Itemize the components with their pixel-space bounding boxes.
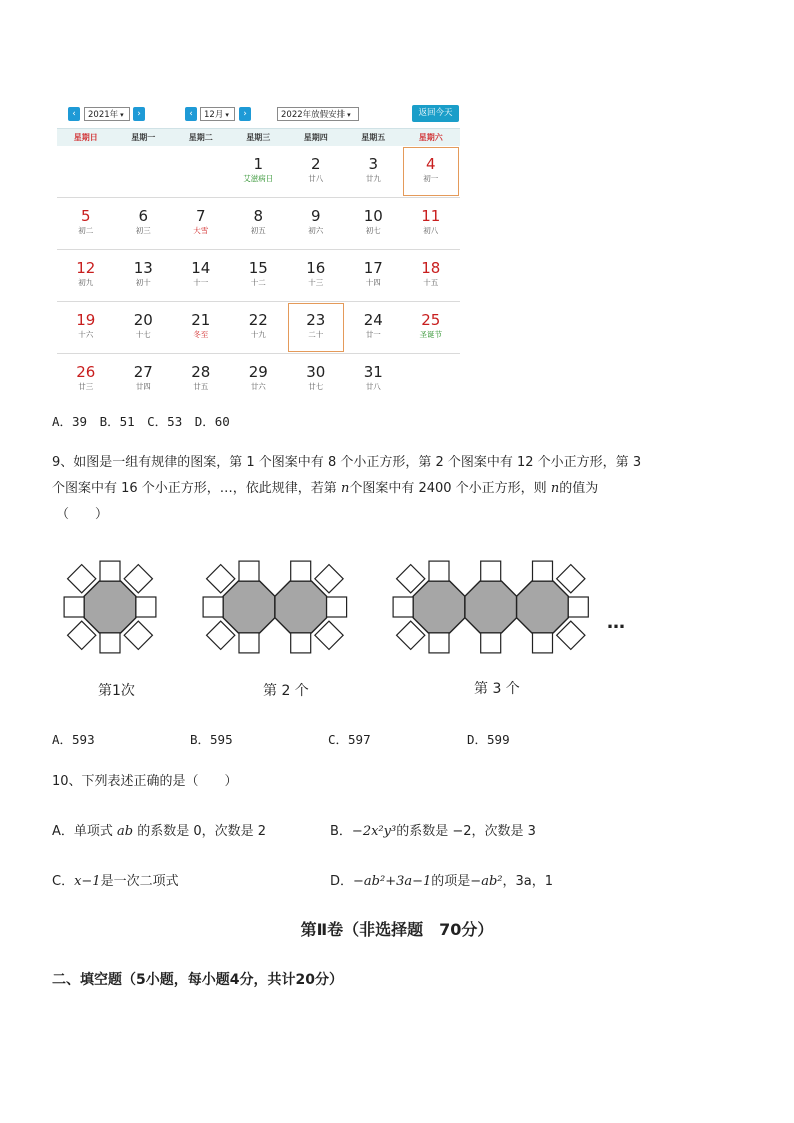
lunar-label: 廿七 — [308, 382, 324, 391]
q9-line2-b: 个图案中有 2400 个小正方形，则 — [349, 481, 551, 496]
holiday-select[interactable] — [277, 107, 359, 121]
lunar-label: 廿五 — [193, 382, 209, 391]
lunar-label: 廿八 — [365, 382, 381, 391]
month-select[interactable] — [200, 107, 235, 121]
day-number: 21 — [191, 311, 211, 329]
day-cell[interactable] — [230, 198, 288, 250]
small-square — [429, 561, 449, 581]
day-cell[interactable] — [402, 198, 460, 250]
ellipsis: … — [607, 612, 625, 633]
lunar-label: 十七 — [135, 330, 151, 339]
day-number: 8 — [253, 207, 264, 225]
small-square — [568, 597, 588, 617]
small-square — [100, 633, 120, 653]
day-number: 15 — [248, 259, 268, 277]
day-number: 28 — [191, 363, 211, 381]
weekday-label: 星期三 — [246, 133, 271, 142]
q10-option-a-pre: A．单项式 — [52, 824, 118, 839]
day-cell[interactable] — [345, 146, 403, 198]
small-square — [533, 633, 553, 653]
q10-option-c-post: 是一次二项式 — [100, 874, 179, 889]
small-square — [533, 561, 553, 581]
today-button[interactable]: 返回今天 — [412, 105, 459, 122]
day-number: 3 — [368, 155, 379, 173]
year-select-value: 2021年 — [88, 110, 119, 120]
day-cell[interactable] — [172, 302, 230, 354]
caption-3: 第 3 个 — [474, 681, 520, 697]
expr-term: −ab² — [470, 874, 503, 889]
lunar-label: 廿四 — [135, 382, 151, 391]
day-cell[interactable] — [402, 146, 460, 198]
q9-answer-bracket: （ ） — [56, 507, 109, 522]
day-number: 18 — [421, 259, 441, 277]
day-number: 1 — [253, 155, 264, 173]
empty-day-cell — [57, 146, 115, 198]
day-cell[interactable] — [402, 250, 460, 302]
weekday-header — [57, 128, 460, 146]
day-cell[interactable] — [115, 302, 173, 354]
lunar-label: 冬至 — [193, 330, 209, 339]
empty-day-cell — [115, 146, 173, 198]
small-square — [64, 597, 84, 617]
day-number: 2 — [310, 155, 321, 173]
next-month-button[interactable]: › — [239, 107, 251, 121]
q9-line2-a: 个图案中有 16 个小正方形，…，依此规律，若第 — [52, 481, 341, 496]
calendar-toolbar — [57, 104, 460, 128]
day-cell[interactable] — [230, 146, 288, 198]
chevron-down-icon: ▾ — [225, 111, 229, 119]
weekday-label: 星期二 — [188, 133, 213, 142]
lunar-label: 大雪 — [193, 226, 209, 235]
octagon — [413, 581, 465, 633]
day-cell[interactable] — [57, 198, 115, 250]
day-number: 29 — [248, 363, 268, 381]
q10-option-d — [330, 872, 553, 892]
q8-options: A．39 B．51 C．53 D．60 — [52, 414, 230, 429]
octagon — [84, 581, 136, 633]
small-square — [239, 633, 259, 653]
lunar-label: 十五 — [423, 278, 439, 287]
lunar-label: 廿三 — [78, 382, 94, 391]
small-square — [203, 597, 223, 617]
small-square — [393, 597, 413, 617]
day-cell[interactable] — [230, 354, 288, 406]
day-cell[interactable] — [172, 250, 230, 302]
day-number: 31 — [363, 363, 383, 381]
lunar-label: 十二 — [250, 278, 266, 287]
day-number: 16 — [306, 259, 326, 277]
q9-line2-c: 的值为 — [559, 481, 599, 496]
day-cell[interactable] — [345, 198, 403, 250]
day-number: 13 — [133, 259, 153, 277]
day-number: 22 — [248, 311, 268, 329]
prev-year-button[interactable]: ‹ — [68, 107, 80, 121]
day-cell[interactable] — [172, 198, 230, 250]
expr-binomial: x−1 — [74, 874, 101, 889]
q10-option-d-mid: 的项是 — [431, 874, 471, 889]
lunar-label: 十九 — [250, 330, 266, 339]
small-square — [327, 597, 347, 617]
empty-day-cell — [172, 146, 230, 198]
q10-option-b-pre: B． — [330, 824, 352, 839]
day-cell[interactable] — [230, 302, 288, 354]
pattern-1 — [64, 561, 156, 653]
octagon — [275, 581, 327, 633]
lunar-label: 圣诞节 — [419, 330, 442, 339]
calendar-grid — [57, 146, 460, 406]
day-number: 6 — [138, 207, 149, 225]
day-cell[interactable] — [287, 198, 345, 250]
day-number: 14 — [191, 259, 211, 277]
expr-ab: ab — [117, 824, 134, 839]
section-title: 第Ⅱ卷（非选择题 70分） — [300, 920, 494, 939]
day-number: 4 — [425, 155, 436, 173]
day-number: 7 — [195, 207, 206, 225]
weekday-label: 星期六 — [418, 133, 443, 142]
q9-line2 — [52, 479, 598, 499]
day-number: 26 — [76, 363, 96, 381]
small-square — [291, 561, 311, 581]
lunar-label: 二十 — [308, 330, 324, 339]
day-number: 10 — [363, 207, 383, 225]
weekday-label: 星期一 — [131, 133, 156, 142]
pattern-3 — [393, 561, 588, 653]
year-select[interactable] — [84, 107, 130, 121]
pattern-2 — [203, 561, 347, 653]
q10-option-b-post: 的系数是 −2，次数是 3 — [396, 824, 536, 839]
lunar-label: 初七 — [365, 226, 381, 235]
day-number: 19 — [76, 311, 96, 329]
lunar-label: 艾滋病日 — [243, 174, 274, 183]
day-number: 9 — [310, 207, 321, 225]
weekday-label: 星期四 — [303, 133, 328, 142]
q10-option-d-pre: D． — [330, 874, 354, 889]
day-cell[interactable] — [402, 302, 460, 354]
lunar-label: 廿一 — [365, 330, 381, 339]
day-number: 5 — [80, 207, 91, 225]
day-cell[interactable] — [57, 302, 115, 354]
small-square — [291, 633, 311, 653]
day-cell[interactable] — [115, 198, 173, 250]
small-square — [100, 561, 120, 581]
lunar-label: 廿九 — [365, 174, 381, 183]
day-cell[interactable] — [115, 354, 173, 406]
day-number: 11 — [421, 207, 441, 225]
lunar-label: 初二 — [78, 226, 94, 235]
caption-1: 第1次 — [98, 683, 135, 699]
q9-pattern-figure — [55, 555, 635, 675]
octagon — [465, 581, 517, 633]
lunar-label: 初十 — [135, 278, 151, 287]
day-number: 12 — [76, 259, 96, 277]
month-select-value: 12月 — [204, 110, 224, 120]
day-number: 23 — [306, 311, 326, 329]
day-cell[interactable] — [230, 250, 288, 302]
day-cell[interactable] — [172, 354, 230, 406]
q10-option-c-pre: C． — [52, 874, 75, 889]
lunar-label: 初五 — [250, 226, 266, 235]
section-subtitle: 二、填空题（5小题，每小题4分，共计20分） — [52, 972, 343, 988]
octagon — [517, 581, 569, 633]
day-cell[interactable] — [345, 354, 403, 406]
day-number: 24 — [363, 311, 383, 329]
lunar-label: 初八 — [423, 226, 439, 235]
q9-option-a: A．593 — [52, 732, 95, 747]
q10-option-c — [52, 872, 179, 892]
small-square — [136, 597, 156, 617]
lunar-label: 廿八 — [308, 174, 324, 183]
calendar-widget — [57, 104, 460, 406]
day-cell[interactable] — [287, 146, 345, 198]
lunar-label: 十四 — [365, 278, 381, 287]
lunar-label: 廿六 — [250, 382, 266, 391]
next-year-button[interactable]: › — [133, 107, 145, 121]
lunar-label: 初一 — [423, 174, 439, 183]
day-cell[interactable] — [57, 250, 115, 302]
lunar-label: 十三 — [308, 278, 324, 287]
day-number: 30 — [306, 363, 326, 381]
expr-monomial: −2x²y³ — [351, 824, 397, 839]
day-cell[interactable] — [57, 354, 115, 406]
q10-option-a-post: 的系数是 0，次数是 2 — [133, 824, 267, 839]
q10-stem: 10、下列表述正确的是（ ） — [52, 774, 238, 789]
q10-option-d-post: ，3a，1 — [502, 874, 553, 889]
q9-option-c: C．597 — [328, 732, 371, 747]
var-n: n — [340, 481, 350, 496]
q10-option-b — [330, 822, 536, 842]
q9-option-b: B．595 — [190, 732, 233, 747]
day-number: 17 — [363, 259, 383, 277]
chevron-down-icon: ▾ — [120, 111, 124, 119]
expr-polynomial: −ab²+3a−1 — [353, 874, 432, 889]
chevron-down-icon: ▾ — [347, 111, 351, 119]
lunar-label: 初三 — [135, 226, 151, 235]
day-cell[interactable] — [287, 354, 345, 406]
var-n: n — [550, 481, 560, 496]
day-number: 27 — [133, 363, 153, 381]
day-cell[interactable] — [345, 302, 403, 354]
empty-day-cell — [402, 354, 460, 406]
day-cell[interactable] — [345, 250, 403, 302]
lunar-label: 初九 — [78, 278, 94, 287]
day-cell[interactable] — [287, 250, 345, 302]
caption-2: 第 2 个 — [263, 683, 309, 699]
lunar-label: 十一 — [193, 278, 209, 287]
q10-option-a — [52, 822, 266, 842]
weekday-label: 星期日 — [73, 133, 98, 142]
lunar-label: 初六 — [308, 226, 324, 235]
day-number: 20 — [133, 311, 153, 329]
day-cell[interactable] — [115, 250, 173, 302]
holiday-select-value: 2022年放假安排 — [281, 110, 346, 120]
octagon — [223, 581, 275, 633]
weekday-label: 星期五 — [361, 133, 386, 142]
q9-line1: 9、如图是一组有规律的图案，第 1 个图案中有 8 个小正方形，第 2 个图案中有 12 个小正方形，第 3 — [52, 455, 642, 470]
prev-month-button[interactable]: ‹ — [185, 107, 197, 121]
q9-option-d: D．599 — [467, 732, 510, 747]
lunar-label: 十六 — [78, 330, 94, 339]
small-square — [481, 633, 501, 653]
day-cell[interactable] — [287, 302, 345, 354]
small-square — [429, 633, 449, 653]
day-number: 25 — [421, 311, 441, 329]
small-square — [239, 561, 259, 581]
small-square — [481, 561, 501, 581]
